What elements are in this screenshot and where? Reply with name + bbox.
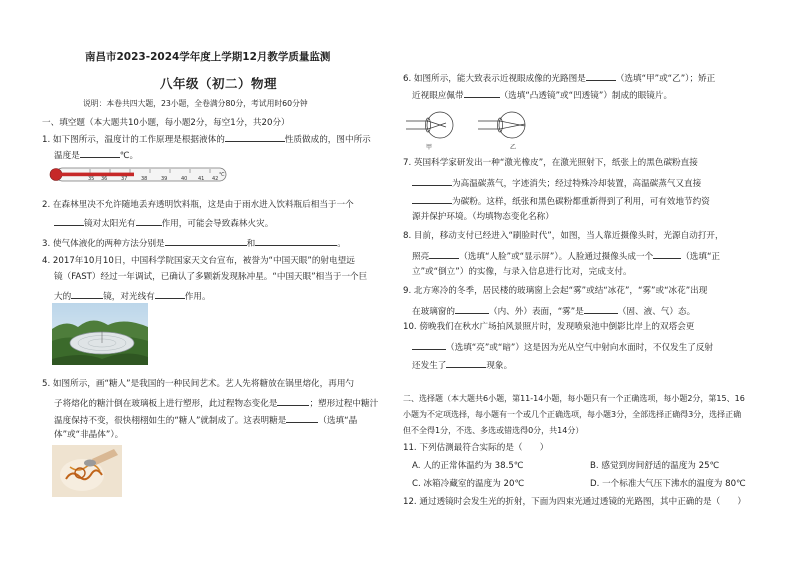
exam-subtitle: 八年级（初二）物理	[160, 76, 278, 91]
question-9-line-2: 在玻璃窗的 （内、外）表面，“雾”是 （固、液、气）态。	[412, 304, 695, 318]
answer-blank[interactable]	[412, 194, 452, 204]
answer-blank[interactable]	[54, 216, 84, 226]
section-2-heading-line-1: 二、选择题（本大题共6小题，第11-14小题，每小题只有一个正确选项，每小题2分，第15、16	[403, 394, 745, 403]
thermometer-tick: 35	[88, 176, 95, 182]
question-5-line-2: 子将熔化的糖汁倒在玻璃板上进行塑形，此过程物态变化是 ；塑形过程中糖汁	[54, 396, 378, 410]
answer-blank[interactable]	[277, 396, 309, 406]
question-6-line-1: 6. 如图所示，能大致表示近视眼成像的光路图是 （选填“甲”或“乙”）；矫正	[403, 71, 715, 85]
answer-blank[interactable]	[412, 176, 452, 186]
exam-note: 说明：本卷共四大题，23小题，全卷满分80分，考试用时60分钟	[83, 99, 308, 108]
thermometer-tick: 38	[141, 176, 148, 182]
question-9-line-1: 9. 北方寒冷的冬季，居民楼的玻璃窗上会起“雾”或结“冰花”，“雾”或“冰花”出现	[403, 286, 708, 296]
thermometer-tick: 42	[212, 176, 219, 182]
answer-blank[interactable]	[155, 289, 185, 299]
answer-blank[interactable]	[412, 340, 446, 350]
answer-blank[interactable]	[584, 304, 618, 314]
diagram-label-a: 甲	[426, 144, 433, 151]
question-5-line-3: 温度保持不变，很快栩栩如生的“糖人”就制成了。这表明糖是 （选填“晶	[54, 413, 357, 427]
question-7-line-1: 7. 英国科学家研发出一种“激光橡皮”，在激光照射下，纸张上的黑色碳粉直接	[403, 158, 698, 168]
answer-blank[interactable]	[165, 236, 247, 246]
question-11-stem: 11. 下列估测最符合实际的是（ ）	[403, 443, 549, 453]
question-10-line-3: 还发生了 现象。	[412, 358, 512, 372]
answer-blank[interactable]	[455, 304, 489, 314]
question-8-line-2: 照亮 （选填“人脸”或“显示屏”）。人脸通过摄像头成一个 （选填“正	[412, 249, 720, 263]
thermometer-tick: 37	[121, 176, 128, 182]
section-2-heading-line-3: 但不全得1分，不选、多选或错选得0分，共14分）	[403, 426, 584, 435]
section-2-heading-line-2: 小题为不定项选择，每小题有一个或几个正确选项，每小题3分，全部选择正确得3分，选择正确	[403, 410, 742, 419]
thermometer-figure	[46, 166, 228, 184]
question-12-stem: 12. 通过透镜时会发生光的折射，下面为四束光通过透镜的光路图，其中正确的是（ ）	[403, 497, 746, 507]
thermometer-tick: 40	[181, 176, 188, 182]
answer-blank[interactable]	[255, 236, 337, 246]
answer-blank[interactable]	[71, 289, 103, 299]
question-5-line-1: 5. 如图所示，画“糖人”是我国的一种民间艺术。艺人先将糖放在锅里熔化，再用勺	[42, 379, 355, 389]
question-3: 3. 使气体液化的两种方法分别是 和 。	[42, 236, 346, 250]
thermometer-unit: ℃	[219, 172, 225, 178]
question-4-line-1: 4. 2017年10月10日，中国科学院国家天文台宣布，被誉为“中国天眼”的射电望远	[42, 256, 355, 266]
question-4-line-3: 大的 镜，对光线有 作用。	[54, 289, 211, 303]
question-4-line-2: 镜（FAST）经过一年调试，已确认了多颗新发现脉冲星。“中国天眼”相当于一个巨	[54, 272, 368, 282]
thermometer-tick: 41	[198, 176, 205, 182]
exam-title: 南昌市2023-2024学年度上学期12月教学质量监测	[85, 51, 331, 63]
sugar-painting-photo	[52, 445, 122, 497]
question-7-line-2: 为高温碳蒸气，字迹消失；经过特殊冷却装置，高温碳蒸气又直接	[412, 176, 701, 190]
question-8-line-3: 立”或“倒立”）的实像，与录入信息进行比对，完成支付。	[412, 267, 632, 277]
question-10-line-2: （选填“亮”或“暗”）这是因为光从空气中射向水面时，不仅发生了反射	[412, 340, 713, 354]
question-11-option-b[interactable]: B. 感觉到房间舒适的温度为 25℃	[590, 461, 720, 471]
question-10-line-1: 10. 傍晚我们在秋水广场拍风景照片时，发现喷泉池中倒影比岸上的双塔会更	[403, 322, 695, 332]
answer-blank[interactable]	[653, 249, 681, 259]
question-1-line-1: 1. 如下图所示，温度计的工作原理是根据液体的 性质做成的，图中所示	[42, 132, 371, 146]
answer-blank[interactable]	[429, 249, 459, 259]
question-2-line-2: 镜对太阳光有 作用，可能会导致森林火灾。	[54, 216, 273, 230]
question-5-line-4: 体”或“非晶体”）。	[54, 430, 124, 440]
question-11-option-a[interactable]: A. 人的正常体温约为 38.5℃	[412, 461, 524, 471]
answer-blank[interactable]	[80, 148, 120, 158]
question-7-line-3: 为碳粉。这样，纸张和黑色碳粉都重新得到了利用，可有效地节约资	[412, 194, 710, 208]
thermometer-tick: 36	[101, 176, 108, 182]
answer-blank[interactable]	[446, 358, 486, 368]
question-1-line-2: 温度是 ℃。	[54, 148, 138, 162]
answer-blank[interactable]	[586, 71, 616, 81]
question-11-option-d[interactable]: D. 一个标准大气压下沸水的温度为 80℃	[590, 479, 746, 489]
fast-telescope-photo	[52, 303, 148, 365]
thermometer-tick: 39	[161, 176, 168, 182]
question-6-line-2: 近视眼应佩带 （选填“凸透镜”或“凹透镜”）制成的眼镜片。	[412, 88, 672, 102]
answer-blank[interactable]	[136, 216, 162, 226]
question-2-line-1: 2. 在森林里决不允许随地丢弃透明饮料瓶，这是由于雨水进入饮料瓶后相当于一个	[42, 200, 354, 210]
section-1-heading: 一、填空题（本大题共10小题，每小题2分，每空1分，共20分）	[42, 118, 290, 128]
answer-blank[interactable]	[464, 88, 500, 98]
eye-lens-diagram	[404, 108, 540, 152]
answer-blank[interactable]	[286, 413, 318, 423]
question-8-line-1: 8. 目前，移动支付已经进入“刷脸时代”，如图，当人靠近摄像头时，光源自动打开，	[403, 231, 724, 241]
question-7-line-4: 源并保护环境。（均填物态变化名称）	[412, 212, 554, 222]
diagram-label-b: 乙	[510, 144, 517, 151]
answer-blank[interactable]	[225, 132, 285, 142]
question-11-option-c[interactable]: C. 冰箱冷藏室的温度为 20℃	[412, 479, 525, 489]
